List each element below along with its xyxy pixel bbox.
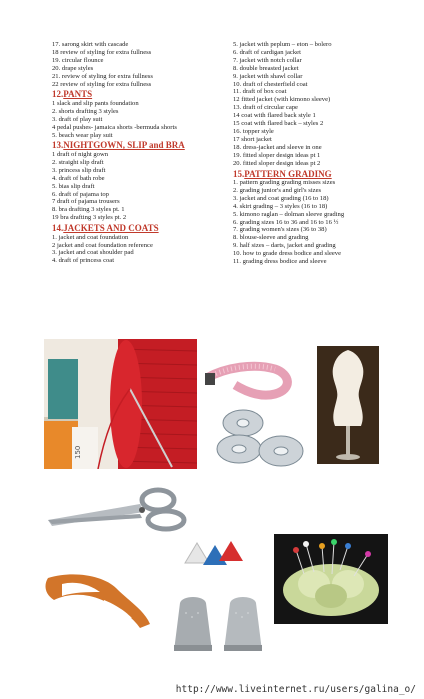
list-item: 4 pedal pushes- jamaica shorts -bermuda shorts (52, 123, 177, 131)
list-item: 3. jacket and coat grading (16 to 18) (233, 194, 329, 202)
list-item: 17. sarong skirt with cascade (52, 41, 129, 48)
left-column (52, 41, 224, 265)
right-sections (233, 169, 411, 266)
right-column (233, 41, 411, 266)
list-item: 5. beach wear play suit (52, 131, 113, 139)
thread-spools-image (44, 339, 197, 469)
section-number: 12. (52, 89, 64, 100)
left-top-list (52, 41, 224, 88)
section-title: JACKETS AND COATS (63, 223, 159, 234)
list-item: 8. double breasted jacket (233, 64, 299, 72)
list-item: 4. draft of bath robe (52, 174, 105, 182)
tailor-chalk-image (177, 537, 247, 570)
section-title: PANTS (63, 89, 93, 100)
section-heading (52, 140, 224, 151)
list-item: 11. grading dress bodice and sleeve (233, 258, 327, 266)
section-title: PATTERN GRADING (244, 168, 332, 179)
list-item: 6. draft of cardigan jacket (233, 48, 301, 56)
section-number: 15. (233, 168, 245, 179)
list-item: 17 short jacket (233, 135, 272, 143)
list-item: 3. draft of play suit (52, 115, 103, 123)
list-item: 6. grading sizes 16 to 36 and 16 to 16 ½ (233, 218, 339, 226)
list-item: 3. princess slip draft (52, 166, 106, 174)
list-item: 5. bias slip draft (52, 182, 95, 190)
section-items (52, 234, 224, 266)
list-item: 21. review of styling for extra fullness (52, 72, 153, 80)
list-item: 1 slack and slip pants foundation (52, 99, 139, 107)
list-item: 4. draft of princess coat (52, 257, 115, 265)
section-number: 13. (52, 140, 64, 151)
list-item: 9. half sizes – darts, jacket and grading (233, 242, 336, 250)
list-item: 1. pattern grading grading misses sizes (233, 179, 336, 186)
list-item: 19 bra drafting 3 styles pt. 2 (52, 214, 127, 222)
list-item: 2. shorts drafting 3 styles (52, 107, 119, 115)
list-item: 3. jacket and coat shoulder pad (52, 249, 134, 257)
section-items (233, 179, 411, 266)
list-item: 13. draft of circular cape (233, 104, 298, 112)
section-title: NIGHTGOWN, SLIP and BRA (63, 140, 185, 151)
list-item: 5. kimono raglan – dolman sleeve grading (233, 210, 345, 218)
section-number: 14. (52, 223, 64, 234)
section-items (52, 100, 224, 140)
list-item: 16. topper style (233, 127, 274, 135)
list-item: 10. how to grade dress bodice and sleeve (233, 250, 342, 258)
list-item: 7 draft of pajama trousers (52, 198, 120, 206)
list-item: 2 jacket and coat foundation reference (52, 241, 153, 249)
bobbins-image (213, 405, 309, 471)
footer-url[interactable]: http://www.liveinternet.ru/users/galina_o/ (175, 684, 416, 695)
list-item: 18 review of styling for extra fullness (52, 48, 152, 56)
list-item: 5. jacket with peplum – eton – bolero (233, 41, 332, 48)
svg-text:150: 150 (74, 445, 82, 459)
tape-measure-image (205, 349, 295, 404)
list-item: 2. straight slip draft (52, 158, 104, 166)
list-item: 8. blouse-sleeve and grading (233, 234, 309, 242)
list-item: 9. jacket with shawl collar (233, 72, 303, 80)
list-item: 14 coat with flared back style 1 (233, 112, 316, 120)
section-heading (52, 223, 224, 234)
dress-form-image (317, 346, 379, 464)
list-item: 7. grading women's sizes (36 to 38) (233, 226, 327, 234)
left-sections (52, 89, 224, 265)
list-item: 1 draft of night gown (52, 150, 109, 158)
french-curve-image (44, 570, 152, 632)
list-item: 22 review of styling for extra fullness (52, 80, 152, 88)
list-item: 11. draft of box coat (233, 88, 287, 96)
list-item: 4. skirt grading – 3 styles (16 to 18) (233, 202, 328, 210)
section-heading (52, 89, 224, 100)
pincushion-image (274, 534, 388, 624)
list-item: 18. dress-jacket and sleeve in one (233, 143, 322, 151)
section-items (52, 151, 224, 222)
section-heading (233, 169, 411, 180)
list-item: 8. bra drafting 3 styles pt. 1 (52, 206, 125, 214)
right-top-list (233, 41, 411, 168)
list-item: 20. drape styles (52, 64, 94, 72)
list-item: 1. jacket and coat foundation (52, 233, 129, 241)
list-item: 19. circular flounce (52, 56, 104, 64)
scissors-image (48, 484, 194, 534)
thimbles-image (164, 589, 272, 655)
list-item: 6. draft of pajama top (52, 190, 109, 198)
list-item: 12 fitted jacket (with kimono sleeve) (233, 96, 331, 104)
list-item: 15 coat with flared back – styles 2 (233, 120, 324, 128)
list-item: 19. fitted sloper design ideas pt 1 (233, 151, 321, 159)
list-item: 20. fitted sloper design ideas pt 2 (233, 159, 321, 167)
list-item: 2. grading junior's and girl's sizes (233, 186, 322, 194)
list-item: 10. draft of chesterfield coat (233, 80, 308, 88)
list-item: 7. jacket with notch collar (233, 56, 302, 64)
